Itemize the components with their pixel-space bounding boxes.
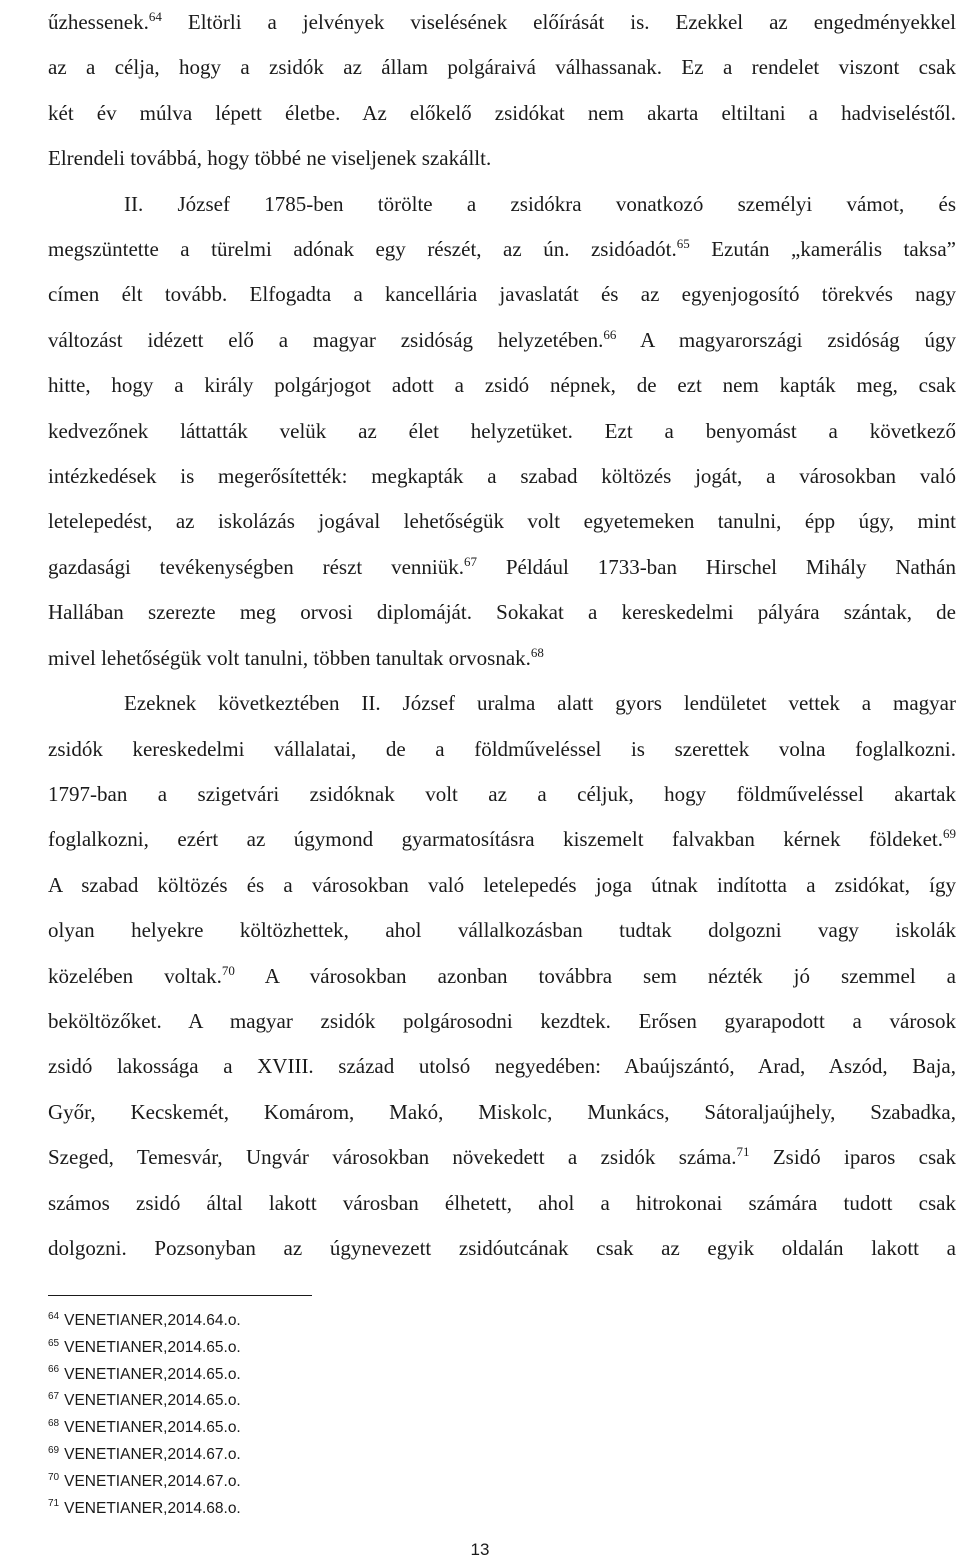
text-line (48, 727, 956, 772)
footnote-item (48, 1496, 241, 1523)
text-line (48, 1226, 956, 1271)
text-segment: változást idézett elő a magyar zsidóság helyzetében. (48, 327, 604, 352)
text-line (48, 318, 956, 363)
text-line (48, 1181, 956, 1226)
text-segment: hitte, hogy a király polgárjogot adott a zsidó népnek, de ezt nem kapták meg, csak (48, 373, 956, 398)
text-segment: két év múlva lépett életbe. Az előkelő zsidókat nem akarta eltiltani a hadviseléstől. (48, 100, 956, 125)
footnote-reference[interactable]: 64 (148, 9, 162, 24)
footnote-reference[interactable]: 65 (676, 236, 690, 252)
footnote-text: VENETIANER,2014.65.o. (64, 1338, 241, 1356)
footnote-reference[interactable]: 69 (943, 826, 956, 842)
text-segment: címen élt tovább. Elfogadta a kancellária javaslatát és az egyenjogosító törekvés nagy (48, 282, 956, 307)
text-segment: Ezeknek következtében II. József uralma alatt gyors lendületet vettek a magyar (124, 691, 956, 716)
text-segment: zsidók kereskedelmi vállalatai, de a földműveléssel is szerettek volna foglalkozni. (48, 736, 956, 761)
footnote-item (48, 1388, 241, 1415)
text-line (48, 45, 956, 90)
footnote-reference[interactable]: 66 (603, 326, 617, 342)
footnote-text: VENETIANER,2014.68.o. (64, 1499, 241, 1517)
text-segment: letelepedést, az iskolázás jogával lehetőségük volt egyetemeken tanulni, épp úgy, mint (48, 509, 956, 534)
footnote-number: 70 (48, 1471, 60, 1483)
text-segment: Hallában szerezte meg orvosi diplomáját. Sokakat a kereskedelmi pályára szántak, de (48, 600, 956, 625)
text-segment: mivel lehetőségük volt tanulni, többen tanultak orvosnak. (48, 645, 531, 670)
text-segment: Elrendeli továbbá, hogy többé ne viseljenek szakállt. (48, 146, 492, 171)
text-line (48, 1090, 956, 1135)
text-segment: beköltözőket. A magyar zsidók polgárosodni kezdtek. Erősen gyarapodott a városok (48, 1008, 956, 1033)
footnote-number: 69 (48, 1444, 60, 1456)
text-segment: II. József 1785-ben törölte a zsidókra vonatkozó személyi vámot, és (124, 191, 956, 216)
footnote-number: 64 (48, 1310, 60, 1322)
footnote-reference[interactable]: 67 (464, 553, 477, 569)
footnote-reference[interactable]: 68 (530, 644, 544, 660)
text-line (48, 954, 956, 999)
footnote-separator (48, 1295, 312, 1296)
text-line (48, 999, 956, 1044)
footnote-item (48, 1442, 241, 1469)
footnote-text: VENETIANER,2014.65.o. (64, 1392, 241, 1410)
text-segment: gazdasági tevékenységben részt venniük. (48, 554, 464, 579)
text-segment: számos zsidó által lakott városban élhetett, ahol a hitrokonai számára tudott csak (48, 1190, 956, 1215)
text-segment: Zsidó iparos csak (749, 1145, 956, 1170)
footnote-reference[interactable]: 71 (736, 1144, 750, 1160)
text-line (48, 272, 956, 317)
footnote-text: VENETIANER,2014.67.o. (64, 1472, 241, 1490)
text-segment: dolgozni. Pozsonyban az úgynevezett zsidóutcának csak az egyik oldalán lakott a (48, 1235, 956, 1260)
footnote-reference[interactable]: 70 (221, 962, 235, 978)
body-text (48, 0, 956, 1271)
text-line (48, 409, 956, 454)
text-line (48, 772, 956, 817)
text-segment: űzhessenek. (48, 10, 149, 34)
footnote-number: 71 (48, 1498, 60, 1510)
footnote-item (48, 1335, 241, 1362)
text-line (48, 817, 956, 862)
footnote-item (48, 1308, 241, 1335)
text-segment: A magyarországi zsidóság úgy (616, 327, 956, 352)
footnote-item (48, 1415, 241, 1442)
text-segment: Például 1733-ban Hirschel Mihály Nathán (477, 554, 956, 579)
text-line (48, 1044, 956, 1089)
text-segment: Győr, Kecskemét, Komárom, Makó, Miskolc, Munkács, Sátoraljaújhely, Szabadka, (48, 1099, 956, 1124)
text-segment: Ezután „kamerális taksa” (689, 237, 956, 262)
text-line (48, 1135, 956, 1180)
text-line (48, 136, 956, 181)
text-line (48, 454, 956, 499)
text-line (48, 91, 956, 136)
text-line (48, 0, 956, 45)
text-segment: kedvezőnek láttatták velük az élet helyzetüket. Ezt a benyomást a következő (48, 418, 956, 443)
text-segment: intézkedések is megerősítették: megkapták a szabad költözés jogát, a városokban való (48, 464, 956, 489)
footnote-text: VENETIANER,2014.64.o. (64, 1312, 241, 1329)
text-segment: Szeged, Temesvár, Ungvár városokban növekedett a zsidók száma. (48, 1145, 737, 1170)
footnote-text: VENETIANER,2014.65.o. (64, 1419, 241, 1437)
text-segment: Eltörli a jelvények viselésének előírását is. Ezekkel az engedményekkel (161, 10, 956, 34)
text-line (48, 681, 956, 726)
text-segment: olyan helyekre költözhettek, ahol vállalkozásban tudtak dolgozni vagy iskolák (48, 918, 956, 943)
text-line (48, 227, 956, 272)
text-line (48, 636, 956, 681)
text-segment: A szabad költözés és a városokban való letelepedés joga útnak indította a zsidókat, így (48, 872, 956, 897)
footnote-item (48, 1362, 241, 1389)
footnote-item (48, 1469, 241, 1496)
page-number: 13 (470, 1540, 490, 1559)
text-line (48, 499, 956, 544)
footnote-number: 65 (48, 1337, 60, 1349)
footnote-text: VENETIANER,2014.65.o. (64, 1365, 241, 1383)
text-line (48, 363, 956, 408)
footnote-number: 67 (48, 1391, 60, 1403)
text-segment: zsidó lakossága a XVIII. század utolsó negyedében: Abaújszántó, Arad, Aszód, Baja, (48, 1054, 956, 1079)
text-segment: az a célja, hogy a zsidók az állam polgáraivá válhassanak. Ez a rendelet viszont csak (48, 55, 956, 80)
text-line (48, 863, 956, 908)
text-segment: megszüntette a türelmi adónak egy részét, az ún. zsidóadót. (48, 237, 677, 262)
text-segment: foglalkozni, ezért az úgymond gyarmatosításra kiszemelt falvakban kérnek földeket. (48, 827, 943, 852)
text-line (48, 545, 956, 590)
document-page (48, 0, 956, 1559)
footnote-text: VENETIANER,2014.67.o. (64, 1445, 241, 1463)
footnote-number: 66 (48, 1364, 60, 1376)
text-line (48, 590, 956, 635)
text-segment: A városokban azonban továbbra sem nézték jó szemmel a (234, 963, 956, 988)
text-segment: 1797-ban a szigetvári zsidóknak volt az a céljuk, hogy földműveléssel akartak (48, 781, 956, 806)
text-segment: közelében voltak. (48, 963, 222, 988)
text-line (48, 182, 956, 227)
text-line (48, 908, 956, 953)
footnote-number: 68 (48, 1418, 60, 1430)
footnotes (48, 1308, 241, 1522)
